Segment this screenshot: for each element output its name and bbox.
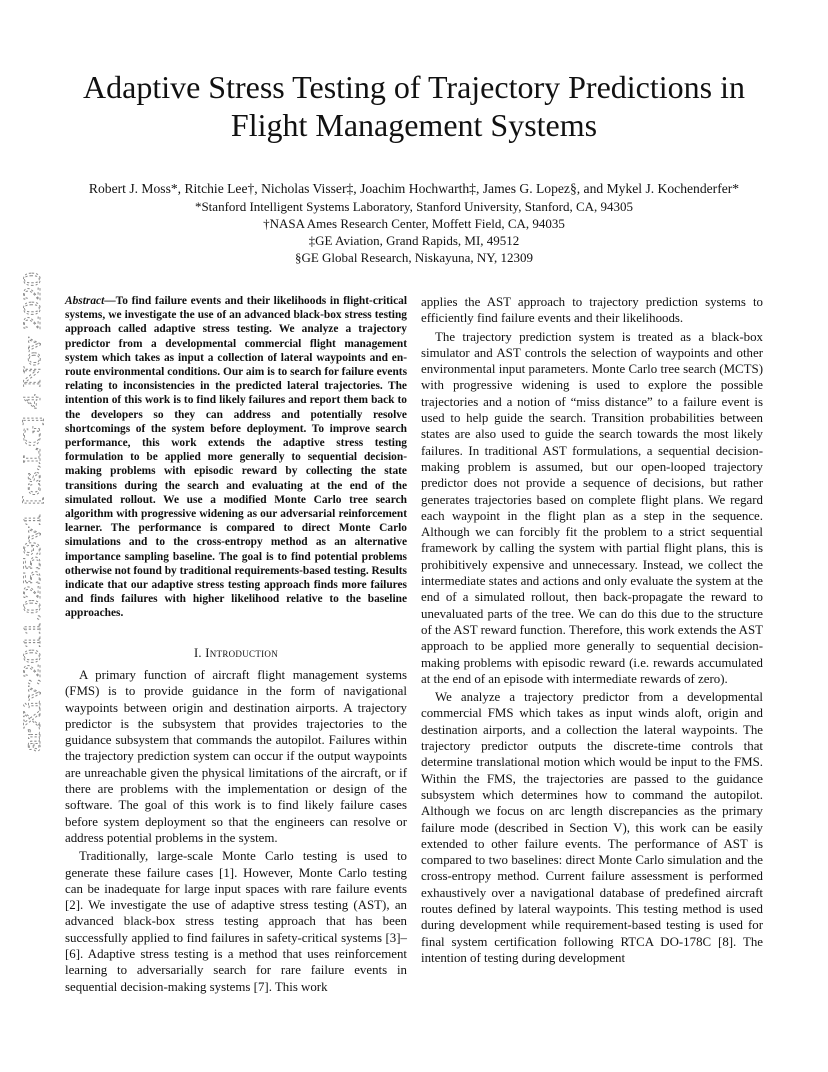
author-list: Robert J. Moss*, Ritchie Lee†, Nicholas Visser‡, Joachim Hochwarth‡, James G. Lopez§, and Mykel J. Kochenderfer* bbox=[88, 181, 740, 196]
affiliation-stanford: *Stanford Intelligent Systems Laboratory, Stanford University, Stanford, CA, 94305 bbox=[194, 199, 634, 214]
intro-paragraph-1: A primary function of aircraft flight management systems (FMS) is to provide guidance in the form of navigational waypoints between origin and destination airports. A trajectory predictor is the subsystem that provides trajectories to the guidance subsystem that commands the autopilot. Failures within the trajectory prediction system can occur if the output waypoints are unreachable given the physical limitations of the aircraft, or if there are problems with the implementation or design of the software. The goal of this work is to find likely failure cases before system deployment so that the engineers can resolve or address potential problems in the system. bbox=[65, 667, 407, 845]
title-line-1: Adaptive Stress Testing of Trajectory Predictions in bbox=[83, 69, 745, 105]
section-heading-introduction: I. Introduction bbox=[193, 645, 279, 660]
intro-paragraph-continued: applies the AST approach to trajectory prediction systems to efficiently find failure events and their likelihoods. bbox=[421, 295, 763, 326]
affiliation-ge-aviation: ‡GE Aviation, Grand Rapids, MI, 49512 bbox=[308, 233, 520, 248]
affiliation-list bbox=[60, 198, 768, 266]
abstract-label: Abstract bbox=[65, 295, 105, 307]
paper-title bbox=[40, 68, 788, 144]
affiliation-ge-research: §GE Global Research, Niskayuna, NY, 12309 bbox=[294, 250, 534, 265]
arxiv-identifier-text: arXiv:2011.02559v1 [cs.LG] 4 Nov 2020 bbox=[17, 329, 46, 752]
affiliation-nasa: †NASA Ames Research Center, Moffett Field, CA, 94035 bbox=[263, 216, 565, 231]
arxiv-identifier-stamp bbox=[10, 262, 50, 762]
right-column bbox=[421, 294, 763, 966]
left-column bbox=[65, 294, 407, 995]
intro-paragraph-3: The trajectory prediction system is treated as a black-box simulator and AST controls the selection of waypoints and other environmental input parameters. Monte Carlo tree search (MCTS) with progressive widening is used to explore the possible trajectories and a notion of “miss distance” to a failure event is used to help guide the search. Transition probabilities between states are also used to guide the search towards the most likely failures. In traditional AST formulations, a sequential decision-making problem is assumed, but our open-looped trajectory predictor does not provide a sequence of decisions, but rather generates trajectories based on complete flight plans. We regard each waypoint in the flight plan as a step in the sequence. Although we can forcibly fit the problem to a strict sequential framework by calling the system with partial flight plans, this is prohibitively expensive and unnecessary. Instead, we collect the intermediate states and actions and only evaluate the system at the end of a simulated rollout, then back-propagate the reward to unevaluated parts of the tree. We can do this due to the structure of the AST reward function. Therefore, this work extends the AST approach to be applied more generally to sequential decision-making problems with episodic reward (i.e. rewards accumulated at the end of an episode with intermediate rewards of zero). bbox=[421, 329, 763, 686]
intro-paragraph-4: We analyze a trajectory predictor from a developmental commercial FMS which takes as input winds aloft, origin and destination airports, and a collection the lateral waypoints. The trajectory predictor outputs the discrete-time controls that determine translational motion which would be input to the FMS. Within the FMS, the trajectories are passed to the guidance subsystem which determines how to command the autopilot. Although we focus on arc length discrepancies as the primary failure mode (described in Section V), this work can be easily extended to other failure events. The performance of AST is compared to two baselines: direct Monte Carlo simulation and the cross-entropy method. Current failure assessment is performed exhaustively over a navigational database of predefined aircraft routes defined by lateral waypoints. This testing method is used during development while requirement-based testing is used for final system certification following RTCA DO-178C [8]. The intention of testing during development bbox=[421, 690, 763, 965]
abstract bbox=[65, 294, 407, 621]
title-line-2: Flight Management Systems bbox=[230, 107, 598, 143]
intro-paragraph-2: Traditionally, large-scale Monte Carlo testing is used to generate these failure cases [1]. However, Monte Carlo testing can be inadequate for large input spaces with rare failure events [2]. We investigate the use of adaptive stress testing (AST), an advanced black-box stress testing approach that has been successfully applied to find failures in safety-critical systems [3]–[6]. Adaptive stress testing is a method that uses reinforcement learning to adversarially search for rare failure events in sequential decision-making systems [7]. This work bbox=[65, 849, 407, 994]
abstract-text: —To find failure events and their likelihoods in flight-critical systems, we investigate the use of an advanced black-box stress testing approach called adaptive stress testing. We analyze a trajectory predictor from a developmental commercial flight management system which takes as input a collection of lateral waypoints and en-route environmental conditions. Our aim is to search for failure events relating to inconsistencies in the predicted lateral trajectories. The intention of this work is to find likely failures and report them back to the developers so they can address and potentially resolve shortcomings of the system before deployment. To improve search performance, this work extends the adaptive stress testing formulation to be applied more generally to sequential decision-making problems with episodic reward by collecting the state transitions during the search and evaluating at the end of the simulated rollout. We use a modified Monte Carlo tree search algorithm with progressive widening as our adversarial reinforcement learner. The performance is compared to direct Monte Carlo simulations and to the cross-entropy method as an alternative importance sampling baseline. The goal is to find potential problems otherwise not found by traditional requirements-based testing. Results indicate that our adaptive stress testing approach finds more failures and finds failures with higher likelihood relative to the baseline approaches. bbox=[65, 295, 407, 620]
